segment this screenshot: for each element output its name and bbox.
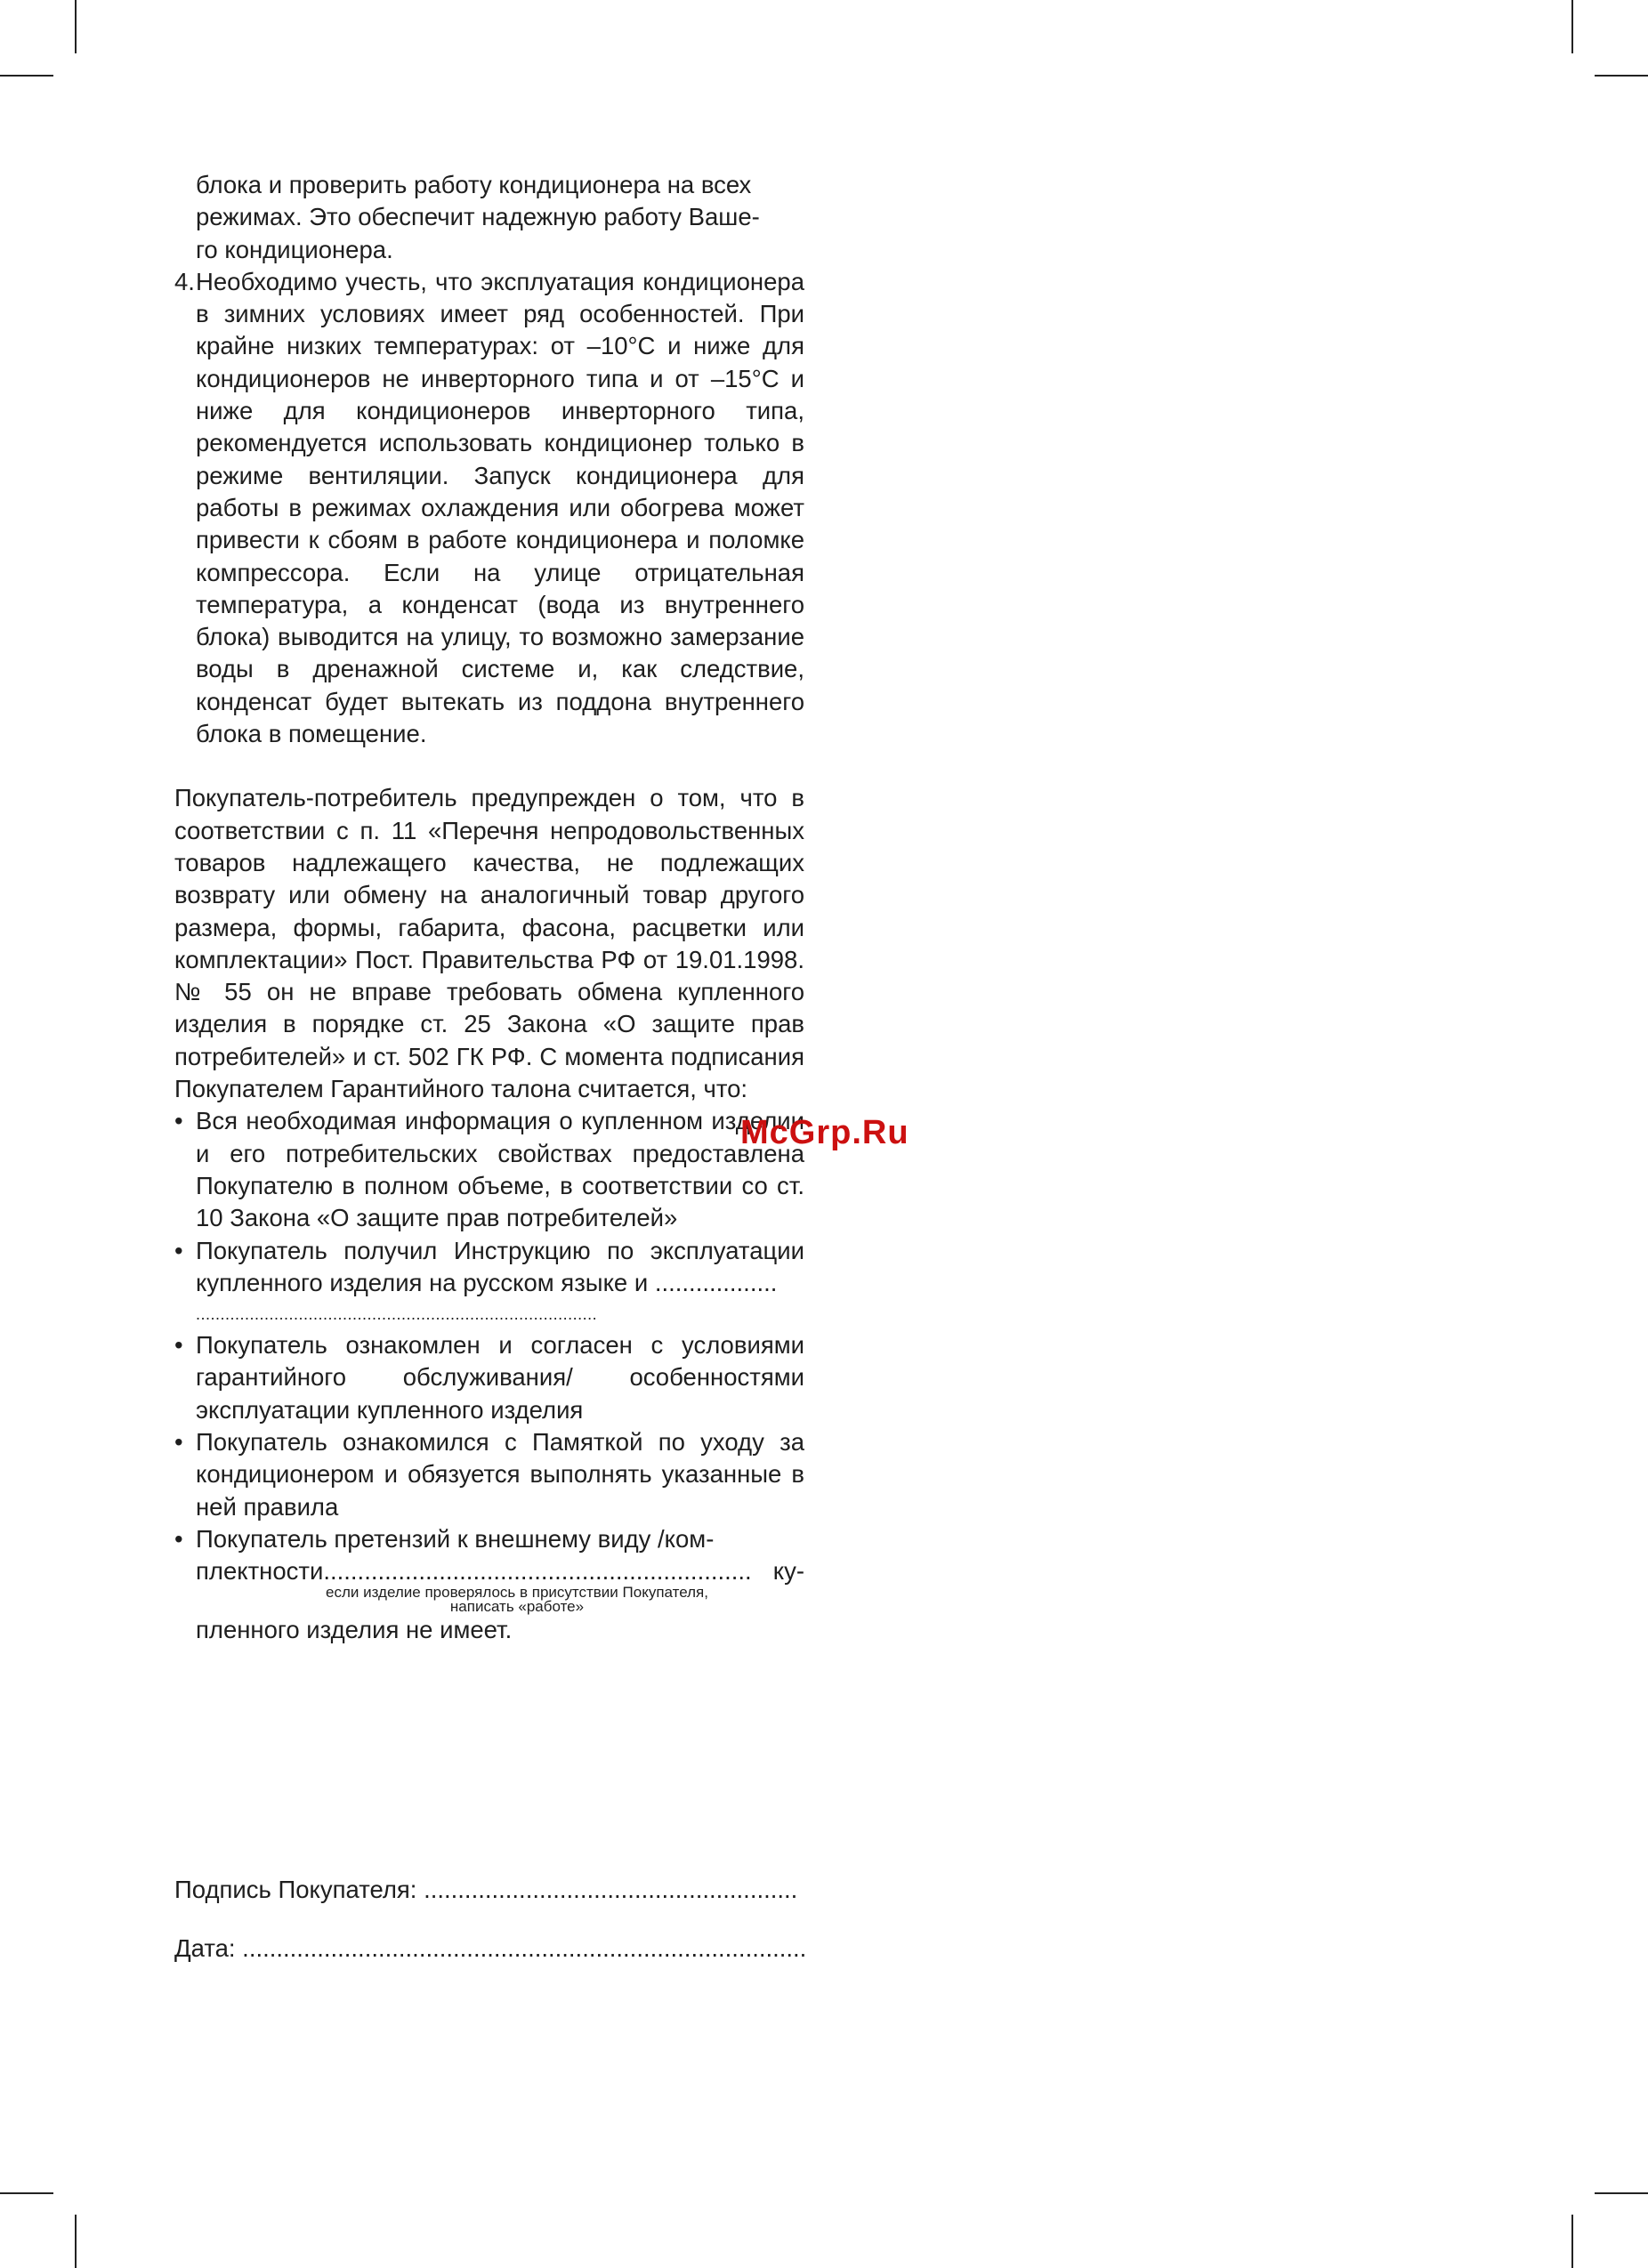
bullet-item-no-claims: [174, 1523, 804, 1555]
item-3-continuation: [174, 169, 804, 266]
date-field: Дата: ...................................................................................: [174, 1934, 807, 1962]
watermark-logo: McGrp.Ru: [740, 1114, 909, 1151]
crop-mark: [0, 75, 53, 77]
document-body: [174, 169, 804, 1647]
bullet-marker: •: [174, 1107, 183, 1135]
text-line: пленного изделия не имеет.: [196, 1616, 513, 1644]
bullet-item-information: [174, 1105, 804, 1234]
crop-mark: [1571, 0, 1573, 53]
warning-paragraph: Покупатель-потребитель предупрежден о том, что в соответствии с п. 11 «Перечня непродовольственных товаров надлежащего качества, не подлежащих возврату или обмену на аналогичный товар другого размера, формы, габарита, фасона, расцветки или комплектации» Пост. Правительства РФ от 19.01.1998. № 55 он не вправе требовать обмена купленного изделия в порядке ст. 25 Закона «О защите прав потребителей» и ст. 502 ГК РФ. С момента подписания Покупателем Гарантийного талона считается, что:: [174, 784, 804, 1103]
crop-mark: [0, 2192, 53, 2194]
crop-mark: [1595, 75, 1648, 77]
text-line: режимах. Это обеспечит надежную работу Ваше-: [196, 203, 760, 231]
bullet-item-care-memo: [174, 1426, 804, 1523]
crop-mark: [75, 2215, 77, 2268]
crop-mark: [1571, 2215, 1573, 2268]
text-line: го кондиционера.: [196, 235, 393, 263]
bullet-marker: •: [174, 1236, 183, 1264]
text-line: блока и проверить работу кондиционера на всех: [196, 171, 752, 198]
completeness-line: [174, 1555, 804, 1587]
bullet-marker: •: [174, 1427, 183, 1456]
bullet-marker: •: [174, 1331, 183, 1360]
bullet-text: Покупатель претензий к внешнему виду /ком-: [196, 1524, 715, 1553]
list-item-text: Необходимо учесть, что эксплуатация кондиционера в зимних условиях имеет ряд особенностей. При крайне низких температурах: от –10°С и ниже для кондиционеров не инверторного типа и от –15°С и ниже для кондиционеров инверторного типа, рекомендуется использовать кондиционер только в режиме вентиляции. Запуск кондиционера для работы в режимах охлаждения или обогрева может привести к сбоям в работе кондиционера и поломке компрессора. Если на улице отрицательная температура, а конденсат (вода из внутреннего блока) выводится на улицу, то возможно замерзание воды в дренажной системе и, как следствие, конденсат будет вытекать из поддона внутреннего блока в помещение.: [196, 267, 804, 748]
crop-mark: [1595, 2192, 1648, 2194]
buyer-signature-field: Подпись Покупателя: .......................................................: [174, 1876, 798, 1903]
bullet-marker: •: [174, 1524, 183, 1553]
bullet-item-warranty-terms: [174, 1329, 804, 1426]
fill-in-line: плектности...............................................................: [196, 1557, 752, 1586]
text-fragment: ку-: [772, 1557, 804, 1586]
crop-mark: [75, 0, 77, 53]
bullet-text: Вся необходимая информация о купленном изделии и его потребительских свойствах предоставлена Покупателю в полном объеме, в соответствии со ст. 10 Закона «О защите прав потребителей»: [196, 1107, 804, 1232]
bullet-text: Покупатель получил Инструкцию по эксплуатации купленного изделия на русском языке и ..................: [196, 1236, 804, 1296]
bullet-text: Покупатель ознакомлен и согласен с условиями гарантийного обслуживания/ особенностями эксплуатации купленного изделия: [196, 1331, 804, 1424]
fill-in-line: ..................................................................................: [196, 1305, 598, 1324]
bullet-item-instruction: [174, 1235, 804, 1300]
bullet-text: Покупатель ознакомился с Памяткой по уходу за кондиционером и обязуется выполнять указанные в ней правила: [196, 1427, 804, 1521]
fill-in-hint: если изделие проверялось в присутствии Покупателя, написать «работе»: [326, 1584, 708, 1616]
list-number: 4.: [174, 267, 195, 295]
list-item-4: [174, 266, 804, 750]
